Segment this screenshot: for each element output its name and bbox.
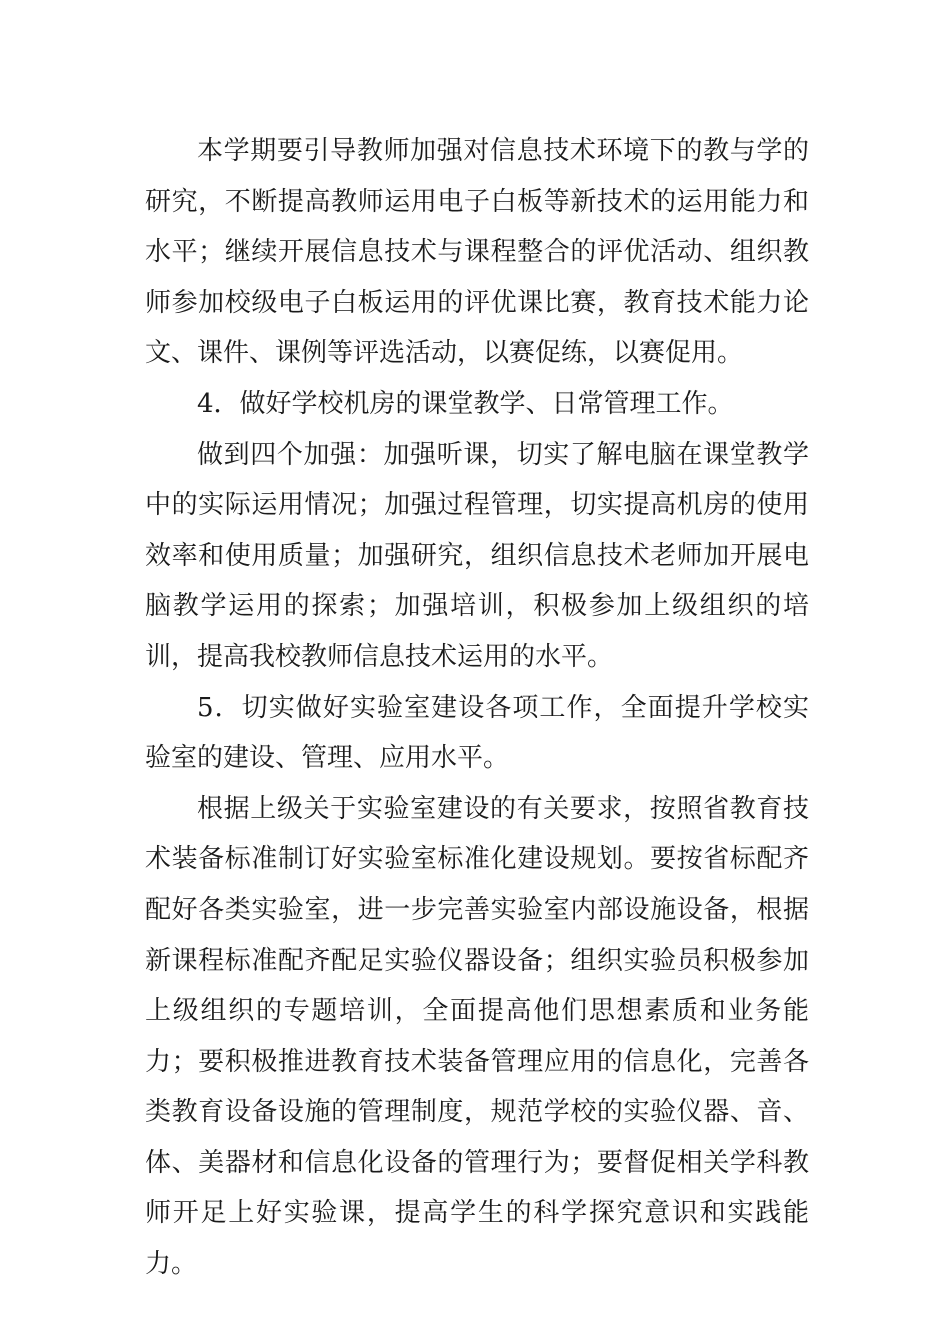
paragraph-computer-lab: 做到四个加强：加强听课，切实了解电脑在课堂教学中的实际运用情况；加强过程管理，切实提高机房的使用效率和使用质量；加强研究，组织信息技术老师加开展电脑教学运用的探索；加强培训，积极参加上级组织的培训，提高我校教师信息技术运用的水平。 — [145, 439, 809, 672]
document-body — [145, 126, 809, 1290]
paragraph-item-5-heading: 5．切实做好实验室建设各项工作，全面提升学校实验室的建设、管理、应用水平。 — [145, 692, 809, 774]
paragraph-teacher-training: 本学期要引导教师加强对信息技术环境下的教与学的研究，不断提高教师运用电子白板等新技术的运用能力和水平；继续开展信息技术与课程整合的评优活动、组织教师参加校级电子白板运用的评优课比赛，教育技术能力论文、课件、课例等评选活动，以赛促练，以赛促用。 — [145, 136, 809, 369]
paragraph-item-4-heading: 4．做好学校机房的课堂教学、日常管理工作。 — [197, 388, 734, 419]
paragraph-laboratory: 根据上级关于实验室建设的有关要求，按照省教育技术装备标准制订好实验室标准化建设规划。要按省标配齐配好各类实验室，进一步完善实验室内部设施设备，根据新课程标准配齐配足实验仪器设备；组织实验员积极参加上级组织的专题培训，全面提高他们思想素质和业务能力；要积极推进教育技术装备管理应用的信息化，完善各类教育设备设施的管理制度，规范学校的实验仪器、音、体、美器材和信息化设备的管理行为；要督促相关学科教师开足上好实验课，提高学生的科学探究意识和实践能力。 — [145, 793, 809, 1280]
